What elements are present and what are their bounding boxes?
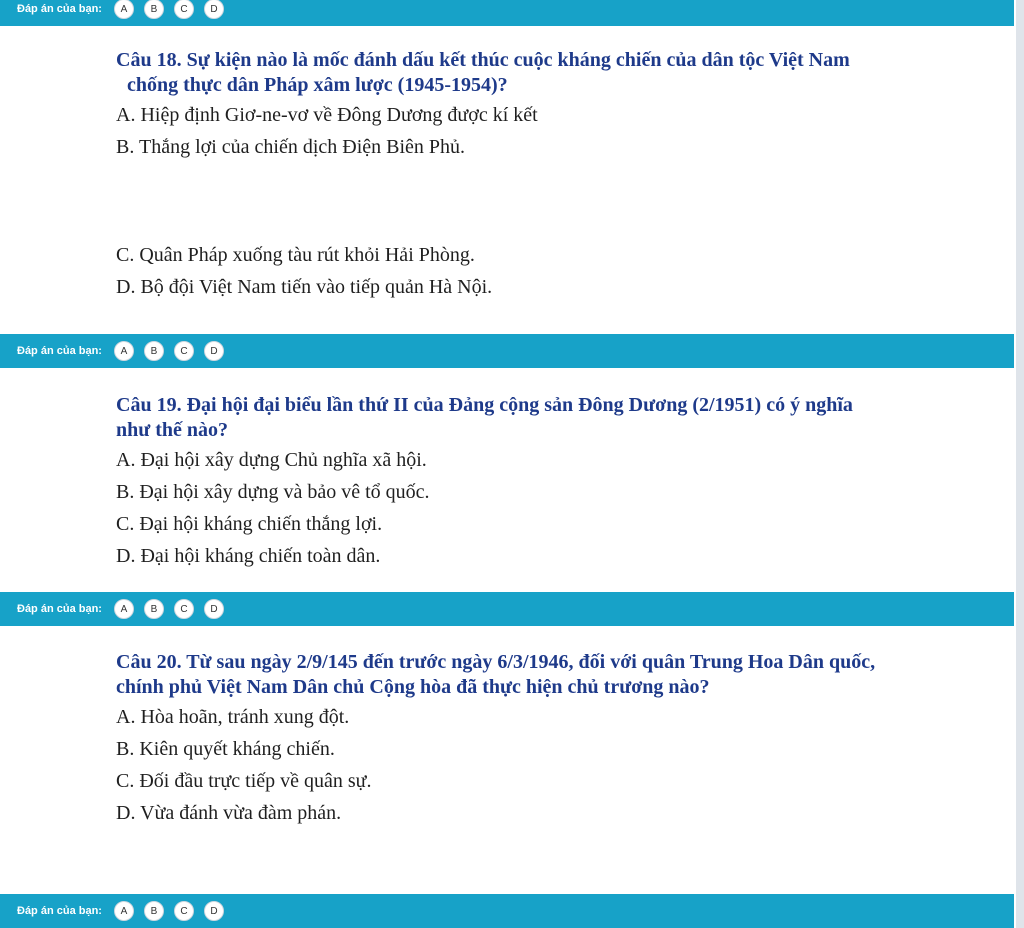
choice-c: C. Đại hội kháng chiến thắng lợi.	[116, 513, 383, 535]
choice-a: A. Hòa hoãn, tránh xung đột.	[116, 706, 350, 728]
answer-option-a[interactable]: A	[114, 901, 134, 921]
answer-option-a[interactable]: A	[114, 341, 134, 361]
answer-option-c[interactable]: C	[174, 0, 194, 19]
answer-option-d[interactable]: D	[204, 599, 224, 619]
answer-bar	[0, 894, 1014, 928]
choice-d: D. Vừa đánh vừa đàm phán.	[116, 802, 342, 824]
answer-option-c[interactable]: C	[174, 341, 194, 361]
page-edge	[1016, 0, 1024, 928]
answer-option-d[interactable]: D	[204, 901, 224, 921]
choice-b: B. Kiên quyết kháng chiến.	[116, 738, 335, 760]
choice-c: C. Đối đầu trực tiếp về quân sự.	[116, 770, 372, 792]
question-20	[116, 650, 876, 832]
answer-bar	[0, 592, 1014, 626]
choice-d: D. Bộ đội Việt Nam tiến vào tiếp quản Hà Nội.	[116, 276, 493, 298]
question-19	[116, 393, 876, 575]
choice-d: D. Đại hội kháng chiến toàn dân.	[116, 545, 381, 567]
answer-option-b[interactable]: B	[144, 0, 164, 19]
choice-a: A. Đại hội xây dựng Chủ nghĩa xã hội.	[116, 449, 427, 471]
question-title: Câu 18. Sự kiện nào là mốc đánh dấu kết thúc cuộc kháng chiến của dân tộc Việt Nam chống thực dân Pháp xâm lược (1945-1954)?	[116, 49, 850, 96]
answer-option-c[interactable]: C	[174, 599, 194, 619]
answer-option-d[interactable]: D	[204, 341, 224, 361]
answer-bar	[0, 334, 1014, 368]
question-18	[116, 48, 876, 306]
answer-option-a[interactable]: A	[114, 0, 134, 19]
choice-b: B. Đại hội xây dựng và bảo vê tổ quốc.	[116, 481, 430, 503]
choice-b: B. Thắng lợi của chiến dịch Điện Biên Phủ.	[116, 136, 466, 158]
answer-bar-label: Đáp án của bạn:	[17, 905, 102, 917]
answer-bar	[0, 0, 1014, 26]
answer-option-b[interactable]: B	[144, 341, 164, 361]
answer-option-b[interactable]: B	[144, 901, 164, 921]
answer-option-c[interactable]: C	[174, 901, 194, 921]
answer-bar-label: Đáp án của bạn:	[17, 603, 102, 615]
choice-a: A. Hiệp định Giơ-ne-vơ về Đông Dương được kí kết	[116, 104, 538, 126]
answer-option-a[interactable]: A	[114, 599, 134, 619]
answer-option-b[interactable]: B	[144, 599, 164, 619]
answer-option-d[interactable]: D	[204, 0, 224, 19]
answer-bar-label: Đáp án của bạn:	[17, 345, 102, 357]
answer-bar-label: Đáp án của bạn:	[17, 3, 102, 15]
question-title: Câu 19. Đại hội đại biểu lần thứ II của Đảng cộng sản Đông Dương (2/1951) có ý nghĩa như thế nào?	[116, 394, 853, 441]
choice-c: C. Quân Pháp xuống tàu rút khỏi Hải Phòng.	[116, 244, 475, 266]
question-title: Câu 20. Từ sau ngày 2/9/145 đến trước ngày 6/3/1946, đối với quân Trung Hoa Dân quốc, chính phủ Việt Nam Dân chủ Cộng hòa đã thực hiện chủ trương nào?	[116, 651, 876, 698]
